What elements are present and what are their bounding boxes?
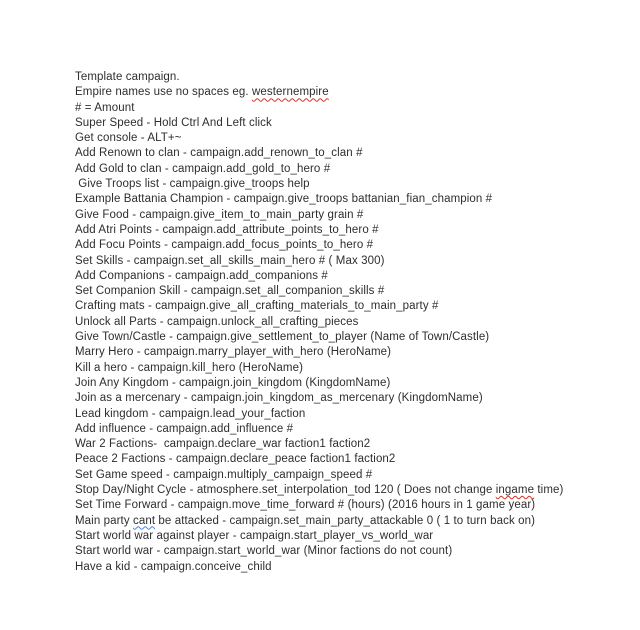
text-line: Main party cant be attacked - campaign.set_main_party_attackable 0 ( 1 to turn back on) [75,514,536,527]
text-line: Set Time Forward - campaign.move_time_forward # (hours) (2016 hours in 1 game year) [75,499,536,512]
text-line: Empire names use no spaces eg. westernempire [75,86,329,99]
text-line: Set Skills - campaign.set_all_skills_main_hero # ( Max 300) [75,254,385,267]
misspelled-word-westernempire: westernempire [251,86,329,99]
text-line: Marry Hero - campaign.marry_player_with_hero (HeroName) [75,346,392,359]
text-line: Crafting mats - campaign.give_all_crafting_materials_to_main_party # [75,300,439,313]
text-line: Add Focu Points - campaign.add_focus_points_to_hero # [75,239,374,252]
text-line: Add Companions - campaign.add_companions # [75,269,328,282]
text-line: Add Gold to clan - campaign.add_gold_to_hero # [75,162,331,175]
text-line: Super Speed - Hold Ctrl And Left click [75,116,272,129]
text-line: Join as a mercenary - campaign.join_kingdom_as_mercenary (KingdomName) [75,392,483,405]
text-line: Have a kid - campaign.conceive_child [75,560,272,573]
text-line: Kill a hero - campaign.kill_hero (HeroName) [75,361,303,374]
text-line: Lead kingdom - campaign.lead_your_faction [75,407,306,420]
text-line: War 2 Factions- campaign.declare_war faction1 faction2 [75,438,371,451]
command-list[interactable] [75,70,563,575]
text-line: Give Troops list - campaign.give_troops help [75,178,310,191]
text-line: # = Amount [75,101,135,114]
text-line: Add influence - campaign.add_influence # [75,422,294,435]
text-line: Join Any Kingdom - campaign.join_kingdom (KingdomName) [75,376,391,389]
text-line: Get console - ALT+~ [75,132,182,145]
text-line: Set Game speed - campaign.multiply_campaign_speed # [75,468,373,481]
text-line: Add Renown to clan - campaign.add_renown_to_clan # [75,147,363,160]
text-line: Unlock all Parts - campaign.unlock_all_crafting_pieces [75,315,359,328]
misspelled-word-ingame: ingame [495,484,535,497]
text-line: Template campaign. [75,71,180,83]
text-line: Add Atri Points - campaign.add_attribute_points_to_hero # [75,223,379,236]
text-line: Give Town/Castle - campaign.give_settlement_to_player (Name of Town/Castle) [75,331,490,344]
text-line: Stop Day/Night Cycle - atmosphere.set_interpolation_tod 120 ( Does not change ingame time) [75,484,564,497]
text-line: Start world war - campaign.start_world_war (Minor factions do not count) [75,545,453,558]
text-line: Example Battania Champion - campaign.give_troops battanian_fian_champion # [75,193,493,206]
text-line: Start world war against player - campaign.start_player_vs_world_war [75,529,434,542]
misspelled-word-cant: cant [132,514,156,527]
text-line: Set Companion Skill - campaign.set_all_companion_skills # [75,285,385,298]
text-line: Peace 2 Factions - campaign.declare_peace faction1 faction2 [75,453,396,466]
text-line: Give Food - campaign.give_item_to_main_party grain # [75,208,364,221]
